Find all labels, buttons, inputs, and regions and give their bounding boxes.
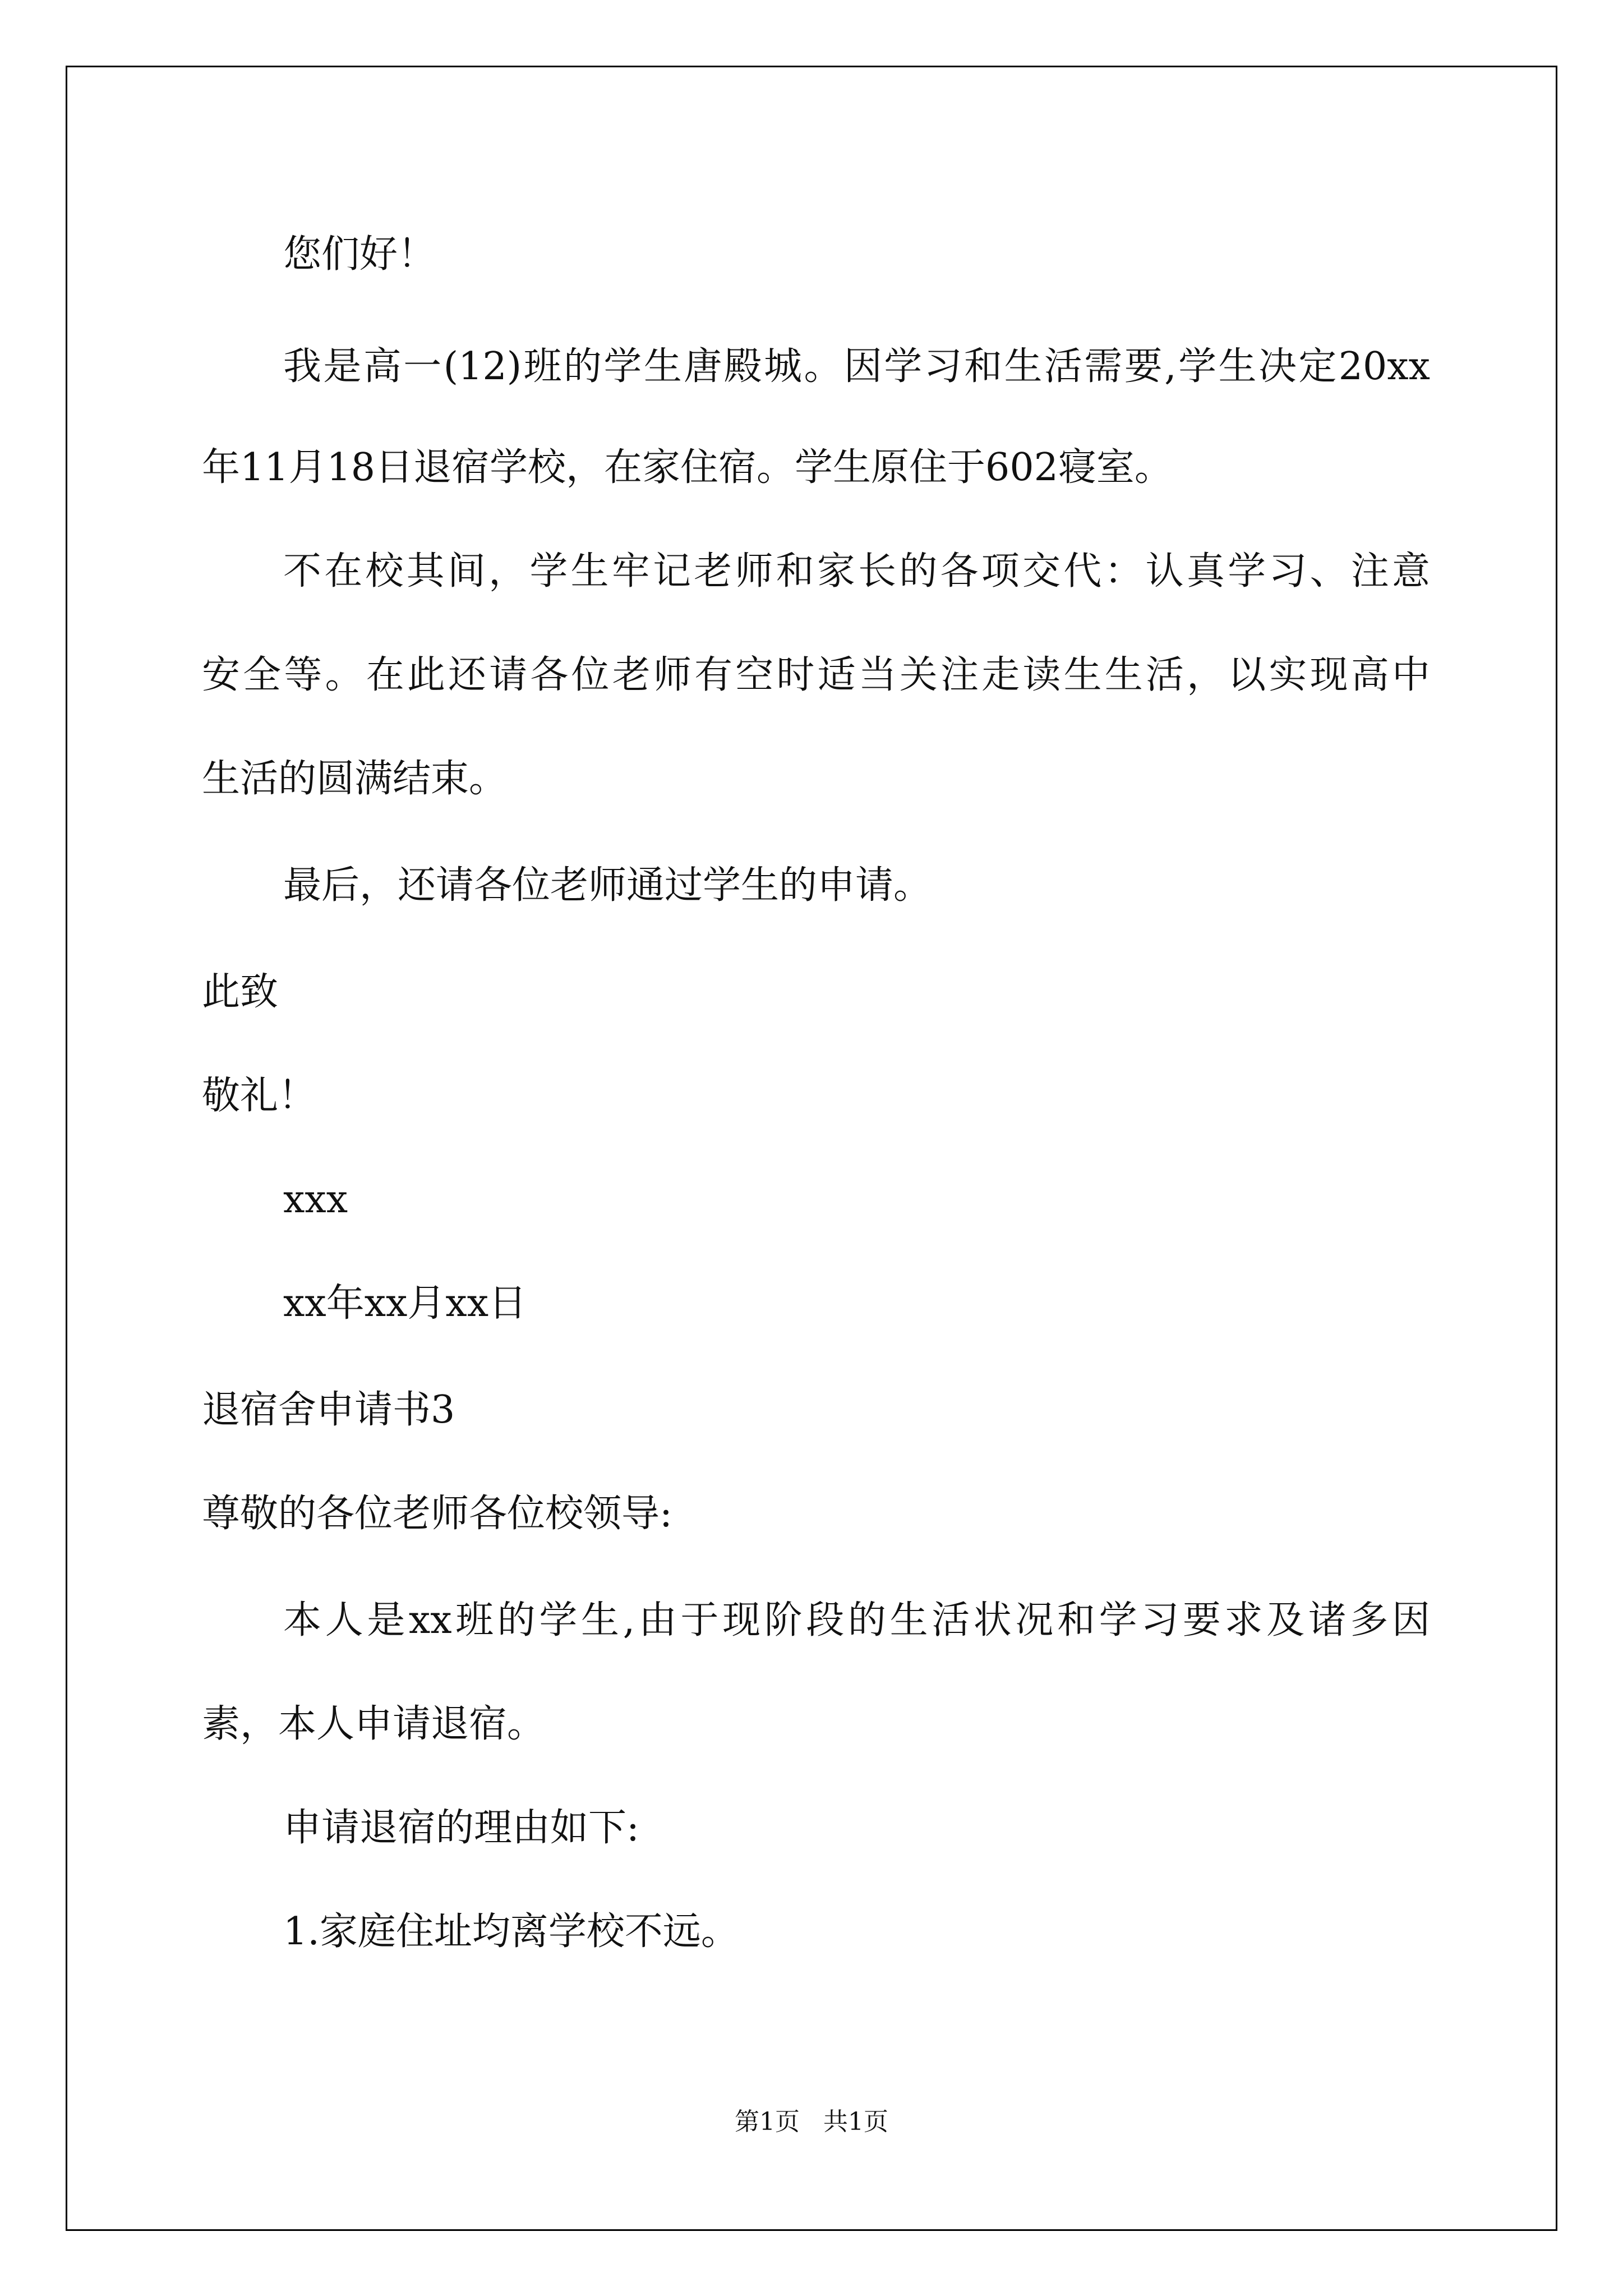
paragraph-2-line-1: 不在校其间，学生牢记老师和家长的各项交代：认真学习、注意 <box>283 549 1430 593</box>
paragraph-4-line-1: 本人是xx班的学生,由于现阶段的生活状况和学习要求及诸多因 <box>283 1598 1430 1642</box>
paragraph-2-line-3: 生活的圆满结束。 <box>202 757 508 801</box>
reasons-heading: 申请退宿的理由如下: <box>283 1806 639 1850</box>
salutation: 尊敬的各位老师各位校领导: <box>202 1492 672 1536</box>
greeting: 您们好！ <box>283 232 436 277</box>
reason-item-1: 1.家庭住址均离学校不远。 <box>283 1910 739 1954</box>
closing-jing-li: 敬礼！ <box>202 1074 317 1118</box>
signature-date: xx年xx月xx日 <box>283 1281 527 1326</box>
signature-name: xxx <box>283 1177 348 1222</box>
closing-ci-zhi: 此致 <box>202 970 279 1014</box>
paragraph-1-line-2: 年11月18日退宿学校，在家住宿。学生原住于602寝室。 <box>202 445 1173 490</box>
paragraph-3: 最后，还请各位老师通过学生的申请。 <box>283 863 932 908</box>
page-footer: 第1页 共1页 <box>735 2108 888 2136</box>
paragraph-4-line-2: 素，本人申请退宿。 <box>202 1702 546 1746</box>
page-border <box>66 66 1557 2231</box>
section-title: 退宿舍申请书3 <box>202 1388 455 1432</box>
paragraph-1-line-1: 我是高一(12)班的学生唐殿城。因学习和生活需要,学生决定20xx <box>283 344 1430 389</box>
paragraph-2-line-2: 安全等。在此还请各位老师有空时适当关注走读生生活，以实现高中 <box>202 653 1430 697</box>
